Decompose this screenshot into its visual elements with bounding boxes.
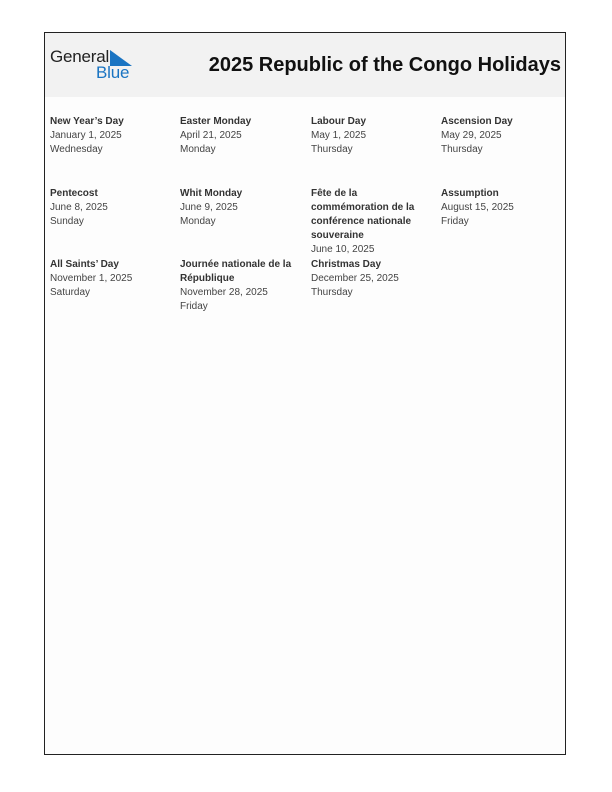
logo-text-blue: Blue <box>96 63 130 82</box>
holiday-name: New Year’s Day <box>50 116 124 127</box>
holiday-name: Christmas Day <box>311 259 382 270</box>
holiday-date: November 1, 2025 <box>50 273 133 284</box>
holiday-name: Whit Monday <box>180 188 243 199</box>
holiday-name: All Saints’ Day <box>50 259 119 270</box>
holiday-item <box>311 258 436 300</box>
holiday-date: November 28, 2025 <box>180 287 268 298</box>
holiday-weekday: Wednesday <box>50 144 103 155</box>
holiday-name: Ascension Day <box>441 116 513 127</box>
holiday-date: May 1, 2025 <box>311 130 367 141</box>
holiday-weekday: Thursday <box>311 144 353 155</box>
holiday-item <box>50 115 175 157</box>
holiday-weekday: Saturday <box>50 287 91 298</box>
holiday-name: Pentecost <box>50 188 98 199</box>
holiday-name: Fête de la commémoration de la conférence nationale souveraine <box>311 188 415 241</box>
holiday-date: May 29, 2025 <box>441 130 502 141</box>
holiday-item <box>180 115 305 157</box>
holiday-date: December 25, 2025 <box>311 273 399 284</box>
holiday-weekday: Friday <box>441 216 469 227</box>
holiday-name: Journée nationale de la République <box>180 259 292 284</box>
holiday-weekday: Friday <box>180 301 208 312</box>
holiday-weekday: Monday <box>180 144 216 155</box>
holiday-item <box>311 187 436 257</box>
holiday-item <box>441 115 566 157</box>
holiday-weekday: Monday <box>180 216 216 227</box>
holiday-item <box>441 187 566 229</box>
holiday-date: June 8, 2025 <box>50 202 108 213</box>
logo-text-general: General <box>50 47 110 66</box>
holiday-date: April 21, 2025 <box>180 130 242 141</box>
holiday-weekday: Thursday <box>311 287 353 298</box>
holiday-date: June 10, 2025 <box>311 244 375 255</box>
holiday-date: August 15, 2025 <box>441 202 514 213</box>
generalblue-logo <box>50 47 140 83</box>
holiday-item <box>180 258 305 314</box>
holiday-item <box>50 258 175 300</box>
page-title: 2025 Republic of the Congo Holidays <box>208 54 561 76</box>
page-frame <box>44 32 566 755</box>
holiday-item <box>180 187 305 229</box>
holiday-date: January 1, 2025 <box>50 130 122 141</box>
holiday-weekday: Sunday <box>50 216 84 227</box>
holiday-name: Labour Day <box>311 116 367 127</box>
holiday-name: Assumption <box>441 188 499 199</box>
holiday-date: June 9, 2025 <box>180 202 238 213</box>
holiday-item <box>50 187 175 229</box>
holiday-weekday: Thursday <box>441 144 483 155</box>
holiday-name: Easter Monday <box>180 116 252 127</box>
holiday-item <box>311 115 436 157</box>
header-band <box>45 33 565 97</box>
